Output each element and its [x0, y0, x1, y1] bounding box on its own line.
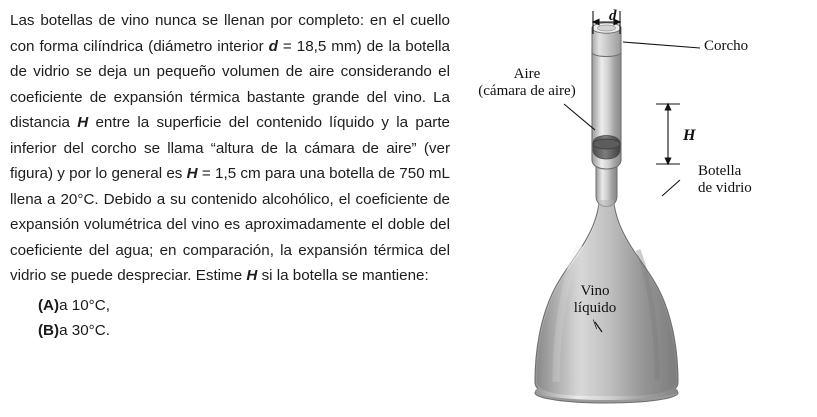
label-air-chamber [462, 66, 592, 100]
choice-a[interactable] [38, 293, 450, 319]
statement-part-1: Las botellas de vino nunca se llenan por completo: en el cuello con forma cilíndrica (diámetro interior [10, 12, 450, 55]
symbol-d: d [268, 37, 278, 55]
statement-part-2: = 18,5 mm) de la botella de vidrio se deja un pequeño volumen de aire considerando el coeficiente de expansión térmica bastante grande del vino. La distancia [10, 37, 451, 131]
label-wine-line2: líquido [573, 300, 617, 316]
label-wine-pointer: \ [592, 317, 598, 333]
symbol-H-1: H [77, 114, 89, 131]
label-liquid-wine [555, 283, 635, 334]
cork [592, 23, 621, 57]
choice-a-text: a 10°C, [59, 296, 110, 314]
label-height-H: H [683, 127, 696, 144]
label-air-line1: Aire [513, 66, 541, 82]
symbol-H-2: H [186, 165, 198, 182]
label-diameter-d: d [609, 8, 617, 24]
label-air-line2: (cámara de aire) [478, 83, 576, 99]
problem-statement [10, 8, 450, 289]
statement-part-3: entre la superficie del contenido líquido y la parte inferior del corcho se llama “altura de la cámara de aire” (ver figura) y por lo general es [10, 114, 450, 182]
choice-a-label: (A) [38, 296, 60, 314]
symbol-H-3: H [246, 267, 258, 284]
height-dimension [656, 104, 680, 164]
bottle-diagram-svg [452, 0, 817, 417]
wine-level-surface [593, 136, 620, 160]
label-glass-bottle [698, 163, 788, 197]
label-bottle-line1: Botella [698, 163, 742, 179]
choice-b-label: (B) [38, 322, 60, 339]
wine-bottle-figure [452, 0, 817, 417]
label-cork: Corcho [704, 38, 749, 54]
choice-b-text: a 30°C. [59, 322, 110, 339]
statement-part-4: = 1,5 cm para una botella de 750 mL llena a 20°C. Debido a su contenido alcohólico, el coeficiente de expansión volumétrica del vino es aproximadamente el doble del coeficiente del agua; en comparación, la expansión térmica del vidrio se puede despreciar. Estime [10, 165, 451, 284]
label-wine-line1: Vino [580, 283, 610, 299]
choice-b[interactable] [38, 318, 450, 344]
statement-part-5: si la botella se mantiene: [257, 267, 429, 284]
problem-text-column [10, 8, 450, 344]
label-bottle-line2: de vidrio [698, 180, 752, 196]
answer-choices [10, 293, 450, 344]
